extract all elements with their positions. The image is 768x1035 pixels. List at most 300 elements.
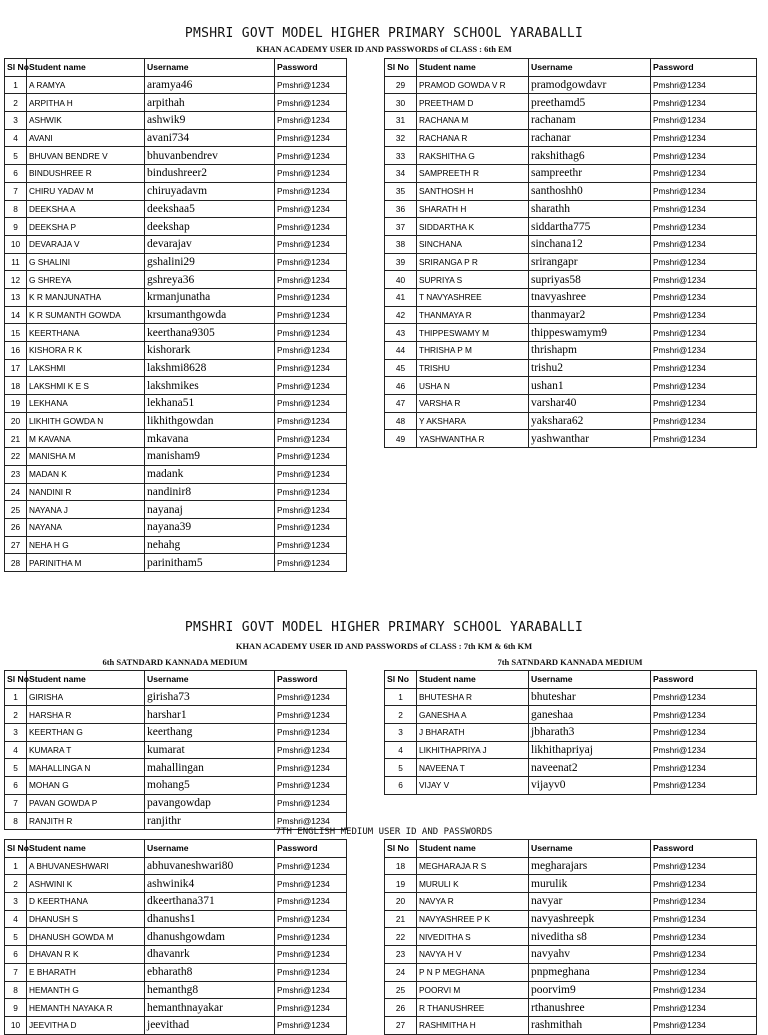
table-row (385, 342, 757, 360)
student-name-cell: HARSHA R (27, 706, 145, 724)
password-cell: Pmshri@1234 (275, 741, 347, 759)
student-name-cell: NAVEENA T (417, 759, 529, 777)
sl-no-cell: 6 (5, 165, 27, 183)
col-student-name-header: Student name (27, 840, 145, 858)
sl-no-cell: 10 (5, 235, 27, 253)
password-cell: Pmshri@1234 (651, 112, 757, 130)
username-cell: niveditha s8 (529, 928, 651, 946)
table-row (385, 218, 757, 236)
password-cell: Pmshri@1234 (651, 182, 757, 200)
password-cell: Pmshri@1234 (275, 395, 347, 413)
student-name-cell: HEMANTH G (27, 981, 145, 999)
username-cell: santhoshh0 (529, 182, 651, 200)
username-cell: ushan1 (529, 377, 651, 395)
username-cell: girisha73 (145, 688, 275, 706)
username-cell: devarajav (145, 235, 275, 253)
col-slno-header: Sl No (5, 671, 27, 689)
table-row (385, 759, 757, 777)
table-row (5, 963, 347, 981)
password-cell: Pmshri@1234 (275, 518, 347, 536)
username-cell: kishorark (145, 342, 275, 360)
username-cell: nehahg (145, 536, 275, 554)
sl-no-cell: 35 (385, 182, 417, 200)
table-row (385, 200, 757, 218)
username-cell: ebharath8 (145, 963, 275, 981)
sl-no-cell: 1 (5, 76, 27, 94)
sl-no-cell: 22 (385, 928, 417, 946)
username-cell: pramodgowdavr (529, 76, 651, 94)
password-cell: Pmshri@1234 (275, 893, 347, 911)
sl-no-cell: 18 (385, 857, 417, 875)
table-row (5, 342, 347, 360)
sl-no-cell: 4 (5, 910, 27, 928)
student-name-cell: DHAVAN R K (27, 946, 145, 964)
username-cell: tnavyashree (529, 288, 651, 306)
password-cell: Pmshri@1234 (275, 235, 347, 253)
table-row (385, 777, 757, 795)
password-cell: Pmshri@1234 (651, 235, 757, 253)
sl-no-cell: 5 (5, 147, 27, 165)
password-cell: Pmshri@1234 (275, 812, 347, 830)
username-cell: krmanjunatha (145, 288, 275, 306)
username-cell: srirangapr (529, 253, 651, 271)
student-name-cell: LAKSHMI (27, 359, 145, 377)
password-cell: Pmshri@1234 (275, 857, 347, 875)
student-name-cell: ASHWIK (27, 112, 145, 130)
table-row (5, 688, 347, 706)
student-name-cell: NAVYASHREE P K (417, 910, 529, 928)
table-row (5, 112, 347, 130)
table-row (5, 377, 347, 395)
student-name-cell: USHA N (417, 377, 529, 395)
username-cell: bhuteshar (529, 688, 651, 706)
sl-no-cell: 24 (5, 483, 27, 501)
username-cell: jbharath3 (529, 724, 651, 742)
table-row (5, 518, 347, 536)
col-slno-header: Sl No (5, 59, 27, 77)
sl-no-cell: 42 (385, 306, 417, 324)
username-cell: rthanushree (529, 999, 651, 1017)
student-name-cell: KEERTHAN G (27, 724, 145, 742)
student-name-cell: PRAMOD GOWDA V R (417, 76, 529, 94)
sl-no-cell: 19 (385, 875, 417, 893)
password-cell: Pmshri@1234 (275, 999, 347, 1017)
km6-table (4, 670, 347, 830)
table-row (5, 999, 347, 1017)
table-row (5, 324, 347, 342)
student-name-cell: E BHARATH (27, 963, 145, 981)
col-password-header: Password (275, 840, 347, 858)
username-cell: jeevithad (145, 1016, 275, 1034)
student-name-cell: TRISHU (417, 359, 529, 377)
student-name-cell: THIPPESWAMY M (417, 324, 529, 342)
username-cell: thanmayar2 (529, 306, 651, 324)
password-cell: Pmshri@1234 (275, 963, 347, 981)
sl-no-cell: 45 (385, 359, 417, 377)
table-row (5, 910, 347, 928)
sl-no-cell: 2 (385, 706, 417, 724)
username-cell: harshar1 (145, 706, 275, 724)
password-cell: Pmshri@1234 (275, 342, 347, 360)
username-cell: ranjithr (145, 812, 275, 830)
username-cell: vijayv0 (529, 777, 651, 795)
col-student-name-header: Student name (27, 59, 145, 77)
km6-label: 6th SATNDARD KANNADA MEDIUM (102, 657, 248, 667)
sl-no-cell: 34 (385, 165, 417, 183)
col-student-name-header: Student name (417, 671, 529, 689)
table-row (5, 218, 347, 236)
class-subtitle-2: KHAN ACADEMY USER ID AND PASSWORDS of CLASS : 7th KM & 6th KM (235, 641, 533, 651)
student-name-cell: POORVI M (417, 981, 529, 999)
student-name-cell: PAVAN GOWDA P (27, 794, 145, 812)
password-cell: Pmshri@1234 (275, 448, 347, 466)
table-row (5, 928, 347, 946)
col-slno-header: Sl No (385, 671, 417, 689)
password-cell: Pmshri@1234 (275, 200, 347, 218)
password-cell: Pmshri@1234 (651, 981, 757, 999)
table-row (5, 412, 347, 430)
student-name-cell: DEEKSHA P (27, 218, 145, 236)
sl-no-cell: 26 (385, 999, 417, 1017)
password-cell: Pmshri@1234 (275, 875, 347, 893)
student-name-cell: HEMANTH NAYAKA R (27, 999, 145, 1017)
password-cell: Pmshri@1234 (275, 271, 347, 289)
student-name-cell: RACHANA M (417, 112, 529, 130)
password-cell: Pmshri@1234 (275, 928, 347, 946)
student-name-cell: G SHREYA (27, 271, 145, 289)
sl-no-cell: 37 (385, 218, 417, 236)
table-row (385, 688, 757, 706)
table-row (5, 981, 347, 999)
table-row (5, 94, 347, 112)
sl-no-cell: 7 (5, 963, 27, 981)
username-cell: chiruyadavm (145, 182, 275, 200)
username-cell: avani734 (145, 129, 275, 147)
table-row (5, 777, 347, 795)
sl-no-cell: 12 (5, 271, 27, 289)
table-row (5, 182, 347, 200)
col-password-header: Password (651, 671, 757, 689)
student-name-cell: KUMARA T (27, 741, 145, 759)
student-name-cell: MANISHA M (27, 448, 145, 466)
table-row (385, 94, 757, 112)
sl-no-cell: 13 (5, 288, 27, 306)
sl-no-cell: 46 (385, 377, 417, 395)
table-row (5, 165, 347, 183)
sl-no-cell: 3 (5, 112, 27, 130)
username-cell: sampreethr (529, 165, 651, 183)
sl-no-cell: 31 (385, 112, 417, 130)
sl-no-cell: 8 (5, 981, 27, 999)
username-cell: ganeshaa (529, 706, 651, 724)
student-name-cell: LIKHITHAPRIYA J (417, 741, 529, 759)
username-cell: nandinir8 (145, 483, 275, 501)
sl-no-cell: 6 (385, 777, 417, 795)
student-name-cell: ASHWINI K (27, 875, 145, 893)
username-cell: yakshara62 (529, 412, 651, 430)
table-row (385, 306, 757, 324)
username-cell: keerthana9305 (145, 324, 275, 342)
username-cell: navyashreepk (529, 910, 651, 928)
table-row (385, 324, 757, 342)
sl-no-cell: 7 (5, 794, 27, 812)
username-cell: rakshithag6 (529, 147, 651, 165)
class6em-table-right (384, 58, 757, 448)
student-name-cell: MADAN K (27, 465, 145, 483)
col-slno-header: Sl No (385, 840, 417, 858)
username-cell: thippeswamym9 (529, 324, 651, 342)
col-username-header: Username (145, 59, 275, 77)
table-row (5, 893, 347, 911)
student-name-cell: VARSHA R (417, 395, 529, 413)
password-cell: Pmshri@1234 (275, 412, 347, 430)
sl-no-cell: 47 (385, 395, 417, 413)
em7-clip (0, 838, 768, 1032)
password-cell: Pmshri@1234 (275, 794, 347, 812)
password-cell: Pmshri@1234 (275, 147, 347, 165)
table-row (385, 928, 757, 946)
username-cell: rashmithah (529, 1016, 651, 1034)
password-cell: Pmshri@1234 (651, 288, 757, 306)
student-name-cell: SIDDARTHA K (417, 218, 529, 236)
password-cell: Pmshri@1234 (651, 94, 757, 112)
student-name-cell: BINDUSHREE R (27, 165, 145, 183)
password-cell: Pmshri@1234 (275, 1016, 347, 1034)
student-name-cell: SANTHOSH H (417, 182, 529, 200)
username-cell: pavangowdap (145, 794, 275, 812)
password-cell: Pmshri@1234 (651, 306, 757, 324)
password-cell: Pmshri@1234 (275, 465, 347, 483)
em7-table-left (4, 839, 347, 1035)
sl-no-cell: 2 (5, 94, 27, 112)
table-row (385, 271, 757, 289)
password-cell: Pmshri@1234 (275, 253, 347, 271)
password-cell: Pmshri@1234 (651, 1016, 757, 1034)
student-name-cell: LEKHANA (27, 395, 145, 413)
username-cell: lakshmikes (145, 377, 275, 395)
col-slno-header: Sl No (5, 840, 27, 858)
sl-no-cell: 48 (385, 412, 417, 430)
username-cell: mkavana (145, 430, 275, 448)
username-cell: varshar40 (529, 395, 651, 413)
sl-no-cell: 28 (5, 554, 27, 572)
password-cell: Pmshri@1234 (651, 759, 757, 777)
student-name-cell: BHUVAN BENDRE V (27, 147, 145, 165)
table-row (385, 430, 757, 448)
password-cell: Pmshri@1234 (651, 377, 757, 395)
sl-no-cell: 4 (385, 741, 417, 759)
username-cell: sinchana12 (529, 235, 651, 253)
student-name-cell: ARPITHA H (27, 94, 145, 112)
table-row (385, 288, 757, 306)
em7-title: 7TH ENGLISH MEDIUM USER ID AND PASSWORDS (275, 827, 493, 837)
table-row (5, 875, 347, 893)
table-header-row (5, 840, 347, 858)
sl-no-cell: 3 (385, 724, 417, 742)
password-cell: Pmshri@1234 (275, 777, 347, 795)
table-row (5, 430, 347, 448)
password-cell: Pmshri@1234 (651, 741, 757, 759)
col-password-header: Password (275, 671, 347, 689)
password-cell: Pmshri@1234 (651, 910, 757, 928)
col-student-name-header: Student name (27, 671, 145, 689)
password-cell: Pmshri@1234 (651, 342, 757, 360)
student-name-cell: A BHUVANESHWARI (27, 857, 145, 875)
student-name-cell: KEERTHANA (27, 324, 145, 342)
username-cell: kumarat (145, 741, 275, 759)
student-name-cell: RASHMITHA H (417, 1016, 529, 1034)
password-cell: Pmshri@1234 (275, 759, 347, 777)
student-name-cell: K R SUMANTH GOWDA (27, 306, 145, 324)
sl-no-cell: 18 (5, 377, 27, 395)
username-cell: preethamd5 (529, 94, 651, 112)
username-cell: hemanthg8 (145, 981, 275, 999)
table-row (5, 794, 347, 812)
col-username-header: Username (145, 840, 275, 858)
table-header-row (5, 671, 347, 689)
table-header-row (5, 59, 347, 77)
username-cell: sharathh (529, 200, 651, 218)
student-name-cell: LAKSHMI K E S (27, 377, 145, 395)
table-row (5, 359, 347, 377)
student-name-cell: CHIRU YADAV M (27, 182, 145, 200)
sl-no-cell: 7 (5, 182, 27, 200)
password-cell: Pmshri@1234 (275, 359, 347, 377)
password-cell: Pmshri@1234 (651, 200, 757, 218)
sl-no-cell: 32 (385, 129, 417, 147)
username-cell: rachanam (529, 112, 651, 130)
sl-no-cell: 33 (385, 147, 417, 165)
sl-no-cell: 3 (5, 893, 27, 911)
table-row (385, 741, 757, 759)
username-cell: gshalini29 (145, 253, 275, 271)
col-username-header: Username (145, 671, 275, 689)
password-cell: Pmshri@1234 (275, 218, 347, 236)
table-row (5, 147, 347, 165)
student-name-cell: NANDINI R (27, 483, 145, 501)
sl-no-cell: 20 (385, 893, 417, 911)
username-cell: thrishapm (529, 342, 651, 360)
password-cell: Pmshri@1234 (651, 999, 757, 1017)
table-row (385, 235, 757, 253)
table-row (5, 741, 347, 759)
student-name-cell: MAHALLINGA N (27, 759, 145, 777)
sl-no-cell: 40 (385, 271, 417, 289)
password-cell: Pmshri@1234 (651, 688, 757, 706)
sl-no-cell: 29 (385, 76, 417, 94)
student-name-cell: GANESHA A (417, 706, 529, 724)
table-row (385, 76, 757, 94)
student-name-cell: SHARATH H (417, 200, 529, 218)
password-cell: Pmshri@1234 (651, 271, 757, 289)
table-row (385, 395, 757, 413)
student-name-cell: VIJAY V (417, 777, 529, 795)
password-cell: Pmshri@1234 (651, 76, 757, 94)
table-row (5, 724, 347, 742)
password-cell: Pmshri@1234 (275, 501, 347, 519)
username-cell: dkeerthana371 (145, 893, 275, 911)
student-name-cell: SINCHANA (417, 235, 529, 253)
sl-no-cell: 39 (385, 253, 417, 271)
sl-no-cell: 23 (385, 946, 417, 964)
username-cell: dhanushgowdam (145, 928, 275, 946)
table-row (5, 536, 347, 554)
username-cell: deekshaa5 (145, 200, 275, 218)
student-name-cell: SAMPREETH R (417, 165, 529, 183)
password-cell: Pmshri@1234 (651, 359, 757, 377)
sl-no-cell: 19 (5, 395, 27, 413)
password-cell: Pmshri@1234 (275, 165, 347, 183)
student-name-cell: RANJITH R (27, 812, 145, 830)
sl-no-cell: 27 (385, 1016, 417, 1034)
username-cell: aramya46 (145, 76, 275, 94)
sl-no-cell: 2 (5, 706, 27, 724)
student-name-cell: A RAMYA (27, 76, 145, 94)
password-cell: Pmshri@1234 (275, 430, 347, 448)
password-cell: Pmshri@1234 (275, 306, 347, 324)
username-cell: trishu2 (529, 359, 651, 377)
username-cell: navyar (529, 893, 651, 911)
username-cell: lakshmi8628 (145, 359, 275, 377)
student-name-cell: THRISHA P M (417, 342, 529, 360)
table-row (5, 129, 347, 147)
username-cell: keerthang (145, 724, 275, 742)
password-cell: Pmshri@1234 (651, 430, 757, 448)
sl-no-cell: 24 (385, 963, 417, 981)
table-row (385, 359, 757, 377)
col-username-header: Username (529, 671, 651, 689)
password-cell: Pmshri@1234 (651, 875, 757, 893)
student-name-cell: THANMAYA R (417, 306, 529, 324)
password-cell: Pmshri@1234 (275, 288, 347, 306)
sl-no-cell: 27 (5, 536, 27, 554)
table-row (385, 112, 757, 130)
student-name-cell: BHUTESHA R (417, 688, 529, 706)
table-row (5, 554, 347, 572)
password-cell: Pmshri@1234 (275, 182, 347, 200)
sl-no-cell: 43 (385, 324, 417, 342)
username-cell: lekhana51 (145, 395, 275, 413)
student-name-cell: T NAVYASHREE (417, 288, 529, 306)
password-cell: Pmshri@1234 (275, 910, 347, 928)
sl-no-cell: 6 (5, 946, 27, 964)
table-row (385, 963, 757, 981)
password-cell: Pmshri@1234 (275, 129, 347, 147)
sl-no-cell: 36 (385, 200, 417, 218)
table-row (385, 129, 757, 147)
table-row (5, 271, 347, 289)
student-name-cell: YASHWANTHA R (417, 430, 529, 448)
col-student-name-header: Student name (417, 840, 529, 858)
table-header-row (385, 671, 757, 689)
table-row (385, 981, 757, 999)
sl-no-cell: 2 (5, 875, 27, 893)
student-name-cell: PREETHAM D (417, 94, 529, 112)
col-username-header: Username (529, 840, 651, 858)
sl-no-cell: 26 (5, 518, 27, 536)
sl-no-cell: 8 (5, 200, 27, 218)
table-header-row (385, 59, 757, 77)
username-cell: naveenat2 (529, 759, 651, 777)
password-cell: Pmshri@1234 (651, 893, 757, 911)
student-name-cell: NAVYA R (417, 893, 529, 911)
password-cell: Pmshri@1234 (651, 412, 757, 430)
username-cell: yashwanthar (529, 430, 651, 448)
password-cell: Pmshri@1234 (651, 147, 757, 165)
student-name-cell: AVANI (27, 129, 145, 147)
password-cell: Pmshri@1234 (651, 253, 757, 271)
table-row (5, 235, 347, 253)
